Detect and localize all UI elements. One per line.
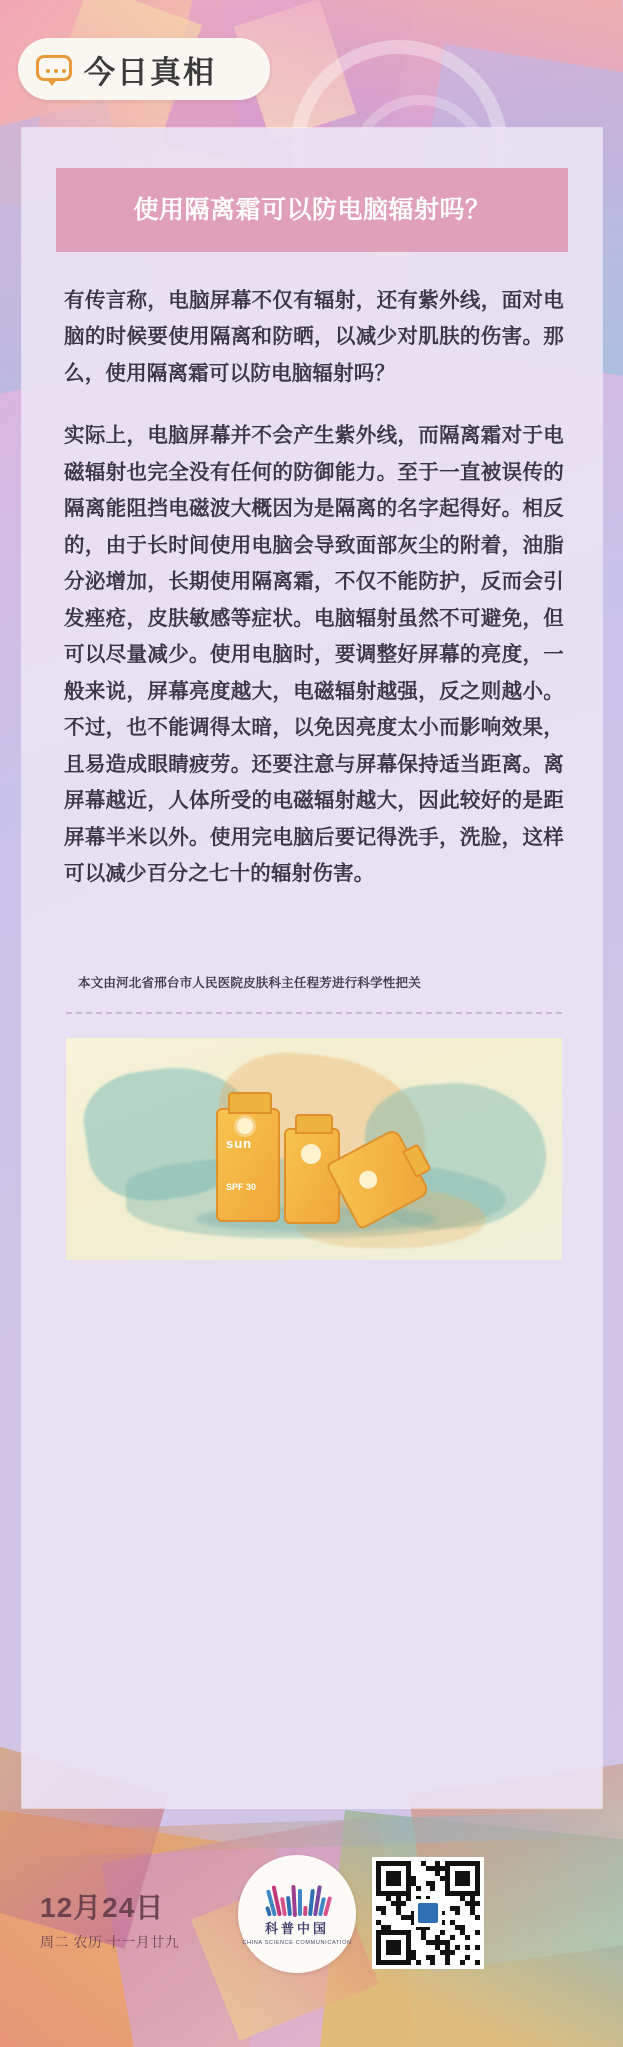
section-divider <box>66 1012 562 1014</box>
article-title-band <box>56 168 568 252</box>
bottle-spf-label: SPF 30 <box>226 1182 257 1192</box>
article-paragraph: 实际上，电脑屏幕并不会产生紫外线，而隔离霜对于电磁辐射也完全没有任何的防御能力。至于一直被误传的隔离能阻挡电磁波大概因为是隔离的名字起得好。相反的，由于长时间使用电脑会导致面部灰尘的附着，油脂分泌增加，长期使用隔离霜，不仅不能防护，反而会引发痤疮，皮肤敏感等症状。电脑辐射虽然不可避免，但可以尽量减少。使用电脑时，要调整好屏幕的亮度，一般来说，屏幕亮度越大，电磁辐射越强，反之则越小。不过，也不能调得太暗，以免因亮度太小而影响效果，且易造成眼睛疲劳。还要注意与屏幕保持适当距离。离屏幕越近，人体所受的电磁辐射越大，因此较好的是距屏幕半米以外。使用完电脑后要记得洗手，洗脸，这样可以减少百分之七十的辐射伤害。 <box>64 424 564 886</box>
date-lunar: 周二 农历 十一月廿九 <box>40 1934 180 1950</box>
date-main: 12月24日 <box>40 1892 165 1923</box>
qr-code-center-logo <box>414 1899 442 1927</box>
article-card <box>22 128 602 1808</box>
date-block <box>40 1886 179 1952</box>
article-paragraph: 有传言称，电脑屏幕不仅有辐射，还有紫外线，面对电脑的时候要使用隔离和防晒，以减少对肌肤的伤害。那么，使用隔离霜可以防电脑辐射吗？ <box>64 289 564 385</box>
logo-name-cn: 科普中国 <box>264 1921 329 1936</box>
logo-mark-icon <box>266 1882 328 1916</box>
header-badge <box>18 38 270 100</box>
qr-code[interactable] <box>372 1857 484 1969</box>
logo-name-en: CHINA SCIENCE COMMUNICATION <box>242 1940 352 1946</box>
article-credit: 本文由河北省邢台市人民医院皮肤科主任程芳进行科学性把关 <box>78 976 421 990</box>
sunscreen-illustration <box>66 1038 562 1260</box>
chat-bubble-icon <box>36 55 72 83</box>
brand-logo <box>238 1855 356 1973</box>
footer <box>0 1807 623 2047</box>
bottle-brand-label: sun <box>226 1136 253 1151</box>
article-body <box>64 283 564 919</box>
header-title: 今日真相 <box>84 54 216 90</box>
sunscreen-bottle-icon <box>216 1108 280 1222</box>
article-title: 使用隔离霜可以防电脑辐射吗？ <box>133 195 491 224</box>
